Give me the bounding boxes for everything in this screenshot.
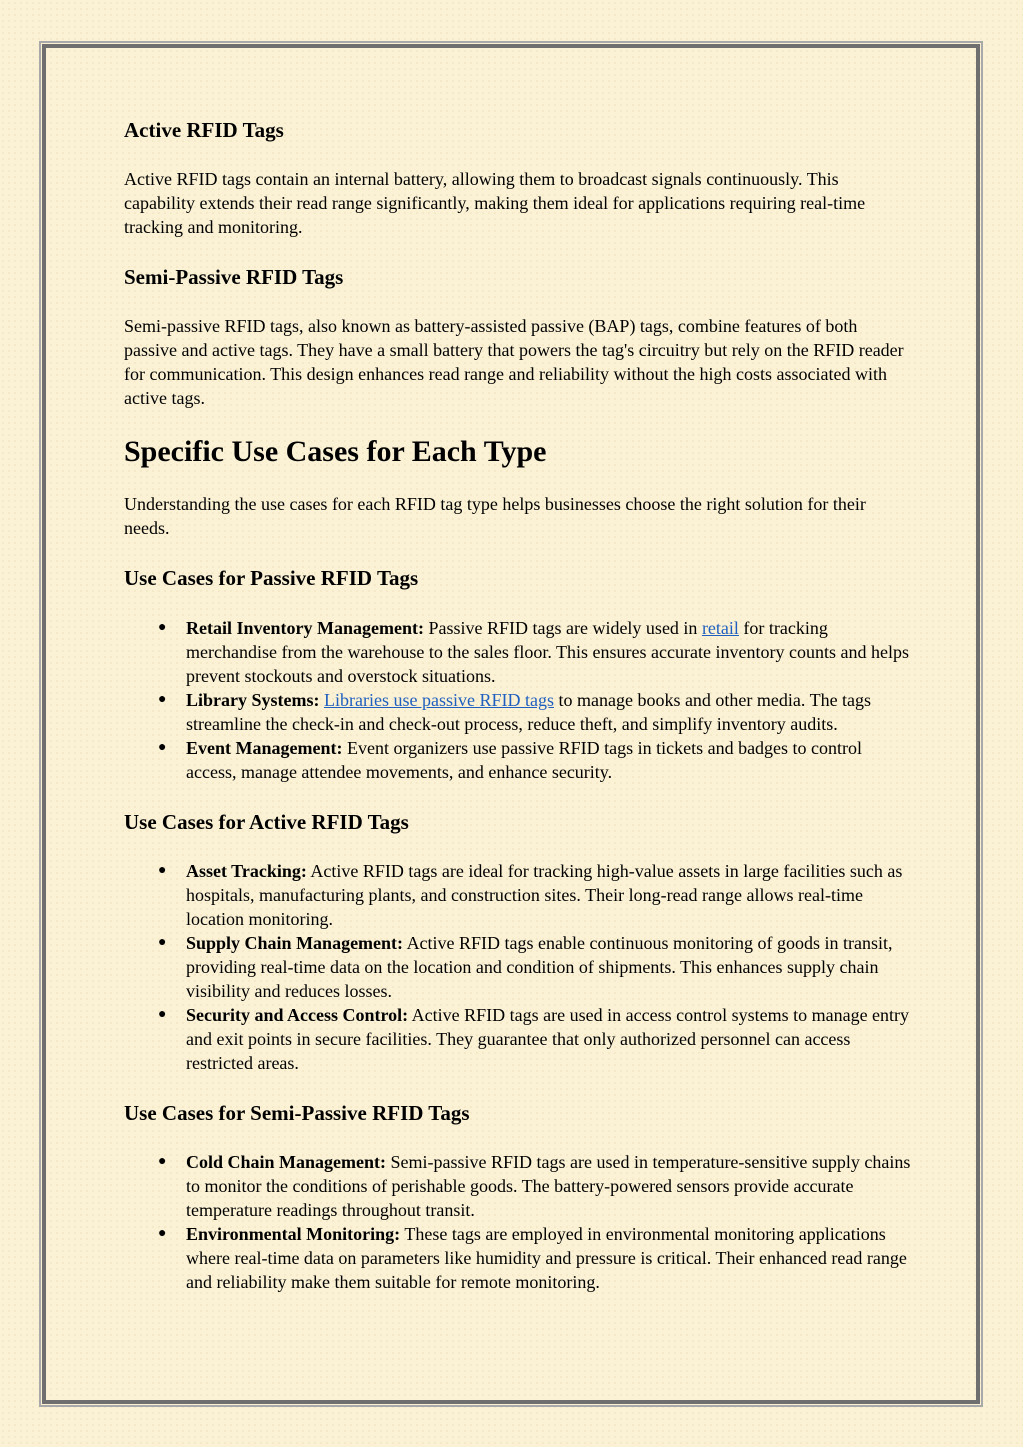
bullet-icon: ● [158, 739, 167, 755]
list-item [158, 616, 914, 688]
item-title: Security and Access Control: [186, 1004, 409, 1025]
list-item [158, 859, 914, 931]
item-text: Event organizers use passive RFID tags in tickets and badges to control access, manage attendee movements, and enhance security. [186, 737, 863, 782]
semi-passive-rfid-heading: Semi-Passive RFID Tags [124, 265, 344, 290]
list-item [158, 1222, 914, 1294]
use-cases-main-heading: Specific Use Cases for Each Type [124, 435, 547, 469]
list-item [158, 688, 914, 736]
item-text: Semi-passive RFID tags are used in temperature-sensitive supply chains to monitor the conditions of perishable goods. The battery-powered sensors provide accurate temperature readings throughout transit. [186, 1151, 911, 1220]
document-content [124, 118, 914, 1294]
libraries-link[interactable]: Libraries use passive RFID tags [324, 689, 554, 710]
passive-use-cases-list [124, 616, 914, 784]
item-text: Active RFID tags are ideal for tracking high-value assets in large facilities such as hospitals, manufacturing plants, and construction sites. Their long-read range allows real-time location monitoring. [186, 860, 903, 929]
item-text: Active RFID tags are used in access control systems to manage entry and exit points in secure facilities. They guarantee that only authorized personnel can access restricted areas. [186, 1004, 910, 1073]
bullet-icon: ● [158, 619, 167, 635]
list-item [158, 1003, 914, 1075]
active-use-cases-list [124, 859, 914, 1075]
item-title: Event Management: [186, 737, 343, 758]
item-text: to manage books and other media. The tags streamline the check-in and check-out process, reduce theft, and simplify inventory audits. [186, 689, 872, 734]
list-item [158, 931, 914, 1003]
item-text: Passive RFID tags are widely used in [428, 617, 698, 638]
item-title: Environmental Monitoring: [186, 1223, 401, 1244]
bullet-icon: ● [158, 1225, 167, 1241]
item-title: Cold Chain Management: [186, 1151, 387, 1172]
semi-passive-use-cases-list [124, 1150, 914, 1294]
bullet-icon: ● [158, 1006, 167, 1022]
bullet-icon: ● [158, 1153, 167, 1169]
active-rfid-heading: Active RFID Tags [124, 118, 284, 142]
bullet-icon: ● [158, 862, 167, 878]
active-use-cases-heading: Use Cases for Active RFID Tags [124, 809, 409, 834]
item-title: Library Systems: [186, 689, 320, 710]
retail-link[interactable]: retail [701, 617, 739, 638]
passive-use-cases-heading: Use Cases for Passive RFID Tags [124, 566, 419, 591]
item-text: These tags are employed in environmental monitoring applications where real-time data on parameters like humidity and pressure is critical. Their enhanced read range and reliability make them suitable for remote monitoring. [186, 1223, 907, 1292]
active-rfid-paragraph: Active RFID tags contain an internal battery, allowing them to broadcast signals continuously. This capability extends their read range significantly, making them ideal for applications requiring real-time tracking and monitoring. [124, 169, 866, 238]
list-item [158, 1150, 914, 1222]
item-text: for tracking merchandise from the warehouse to the sales floor. This ensures accurate inventory counts and helps prevent stockouts and overstock situations. [186, 617, 909, 686]
item-title: Asset Tracking: [186, 860, 307, 881]
item-title: Retail Inventory Management: [186, 617, 424, 638]
semi-passive-rfid-paragraph: Semi-passive RFID tags, also known as battery-assisted passive (BAP) tags, combine features of both passive and active tags. They have a small battery that powers the tag's circuitry but rely on the RFID reader for communication. This design enhances read range and reliability without the high costs associated with active tags. [124, 316, 904, 409]
list-item [158, 736, 914, 784]
use-cases-intro-paragraph: Understanding the use cases for each RFID tag type helps businesses choose the right solution for their needs. [124, 494, 866, 539]
item-text: Active RFID tags enable continuous monitoring of goods in transit, providing real-time data on the location and condition of shipments. This enhances supply chain visibility and reduces losses. [186, 932, 893, 1001]
bullet-icon: ● [158, 934, 167, 950]
bullet-icon: ● [158, 691, 167, 707]
semi-passive-use-cases-heading: Use Cases for Semi-Passive RFID Tags [124, 1100, 470, 1125]
item-title: Supply Chain Management: [186, 932, 404, 953]
